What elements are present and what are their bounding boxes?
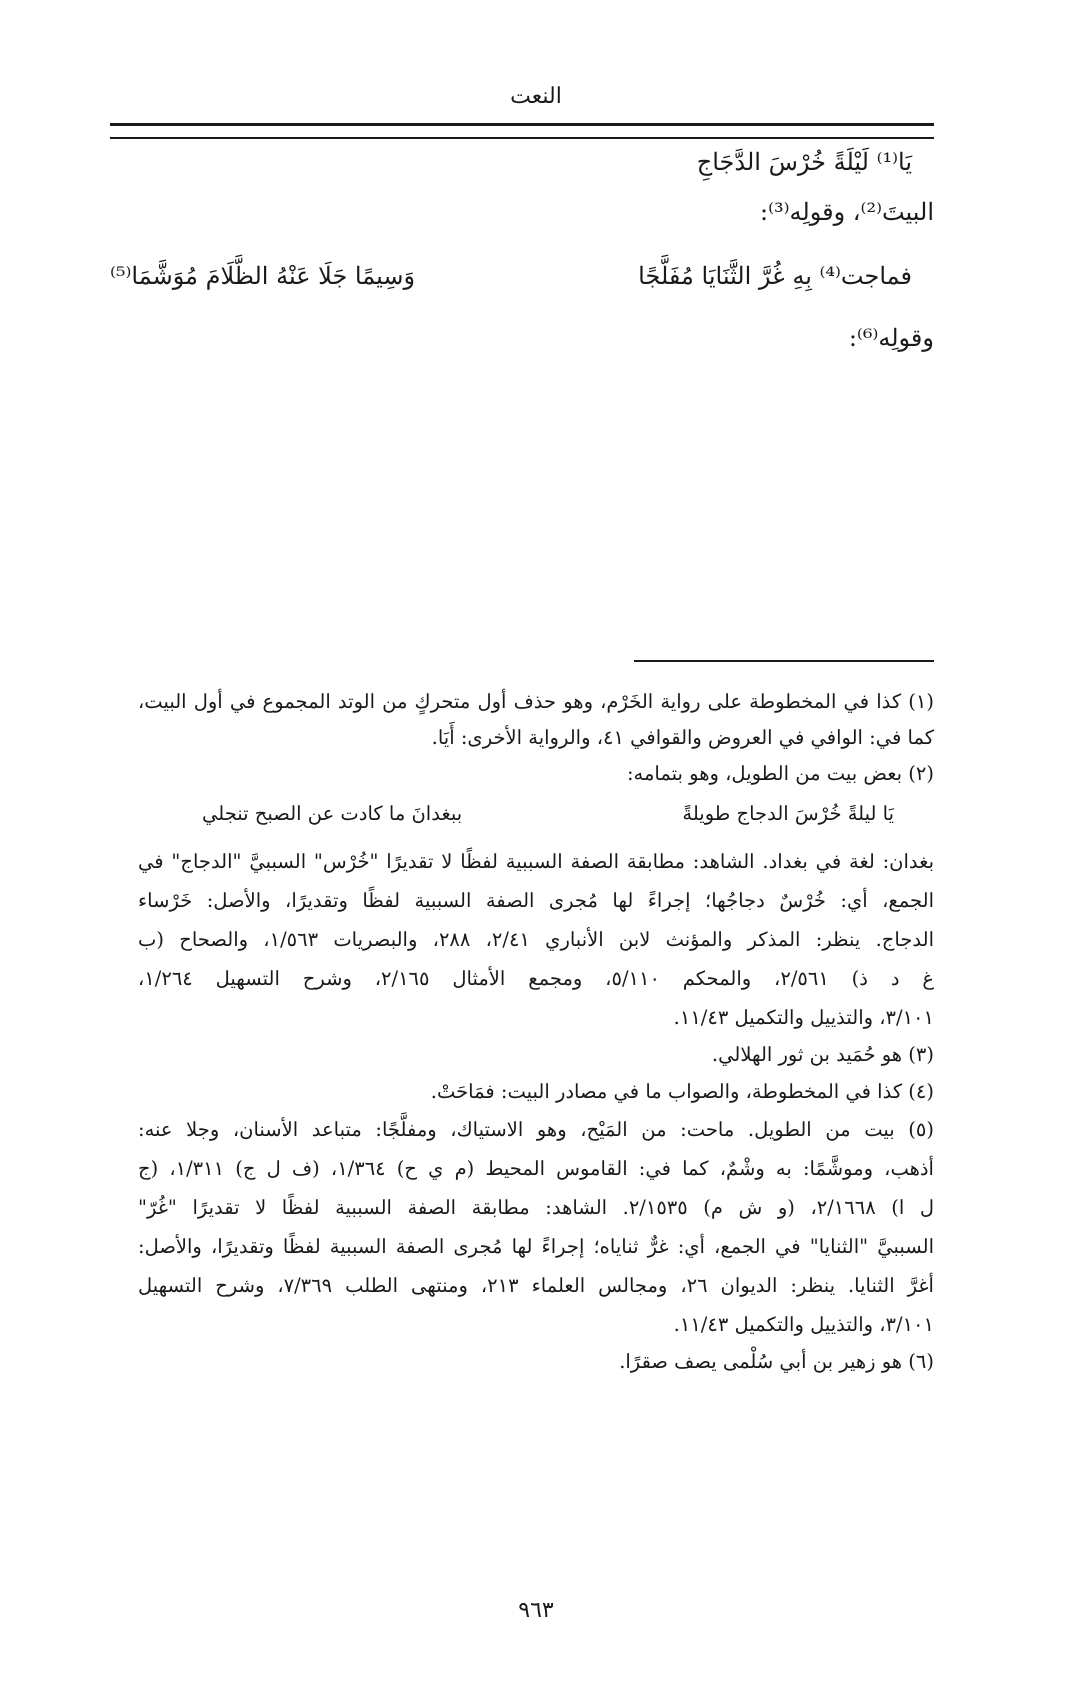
footnote-line: كما في: الوافي في العروض والقوافي ٤١، والرواية الأخرى: أَيَا. [431,726,934,749]
footnote-line: (٢) بعض بيت من الطويل، وهو بتمامه: [626,762,934,785]
header-rule-thick [110,123,934,126]
footnote-line: بغدان: لغة في بغداد. الشاهد: مطابقة الصفة السببية لفظًا لا تقديرًا "خُرْس" السببيَّ "الدجاج" في [138,850,934,873]
footnote-separator [634,660,934,662]
main-text-line: البيتَ⁽²⁾، وقولِه⁽³⁾: [760,198,934,226]
header-rule-thin [110,137,934,139]
footnote-line: ٣/١٠١، والتذييل والتكميل ١١/٤٣. [673,1313,934,1336]
footnote-line: ٣/١٠١، والتذييل والتكميل ١١/٤٣. [673,1006,934,1029]
footnote-line: الدجاج. ينظر: المذكر والمؤنث لابن الأنباري ٢/٤١، ٢٨٨، والبصريات ١/٥٦٣، والصحاح (ب [138,928,934,951]
verse-second-hemistich: وَسِيمًا جَلَا عَنْهُ الظَّلَامَ مُوَشَّمَا⁽⁵⁾ [110,262,416,290]
verse-fragment-line: يَا⁽¹⁾ لَيْلَةً خُرْسَ الدَّجَاجِ [696,148,912,176]
footnote-line: (٥) بيت من الطويل. ماحت: من المَيْح، وهو الاستياك، ومفلَّجًا: متباعد الأسنان، وجلا عنه: [138,1118,934,1141]
footnote-line: السببيَّ "الثنايا" في الجمع، أي: غرٌّ ثناياه؛ إجراءً لها مُجرى الصفة السببية لفظًا وتقديرًا، والأصل: [138,1235,934,1258]
footnote-line: الجمع، أي: خُرْسٌ دجاجُها؛ إجراءً لها مُجرى الصفة السببية لفظًا وتقديرًا، والأصل: خَرْساء [138,889,934,912]
main-text-line: وقولِه⁽⁶⁾: [848,324,934,352]
footnote-line: أذهب، وموشَّمًا: به وشْمٌ، كما في: القاموس المحيط (م ي ح) ١/٣٦٤، (ف ل ج) ١/٣١١، (ج [138,1157,934,1180]
footnote-verse-first-hemistich: يَا ليلةً خُرْسَ الدجاج طويلةً [682,802,894,825]
page-number: ٩٦٣ [518,1598,554,1623]
verse-first-hemistich: فماجت⁽⁴⁾ بِهِ غُرَّ الثَّنَايَا مُفَلَّجًا [638,262,912,290]
footnote-line: ل ا) ٢/١٦٦٨، (و ش م) ٢/١٥٣٥. الشاهد: مطابقة الصفة السببية لفظًا لا تقديرًا "غُرّ" [138,1196,934,1219]
running-header: النعت [510,84,562,109]
footnote-line: (١) كذا في المخطوطة على رواية الخَرْم، وهو حذف أول متحركٍ من الوتد المجموع في أول البيت، [138,690,934,713]
footnote-line: (٤) كذا في المخطوطة، والصواب ما في مصادر البيت: فمَاحَتْ. [430,1080,934,1103]
footnote-verse-second-hemistich: ببغدانَ ما كادت عن الصبح تنجلي [202,802,463,825]
footnote-line: (٦) هو زهير بن أبي سُلْمى يصف صقرًا. [619,1350,934,1373]
footnote-line: (٣) هو حُمَيد بن ثور الهلالي. [711,1043,934,1066]
footnote-line: أغرَّ الثنايا. ينظر: الديوان ٢٦، ومجالس العلماء ٢١٣، ومنتهى الطلب ٧/٣٦٩، وشرح التسهيل [138,1274,934,1297]
footnote-line: غ د ذ) ٢/٥٦١، والمحكم ٥/١١٠، ومجمع الأمثال ٢/١٦٥، وشرح التسهيل ١/٢٦٤، [138,967,935,990]
